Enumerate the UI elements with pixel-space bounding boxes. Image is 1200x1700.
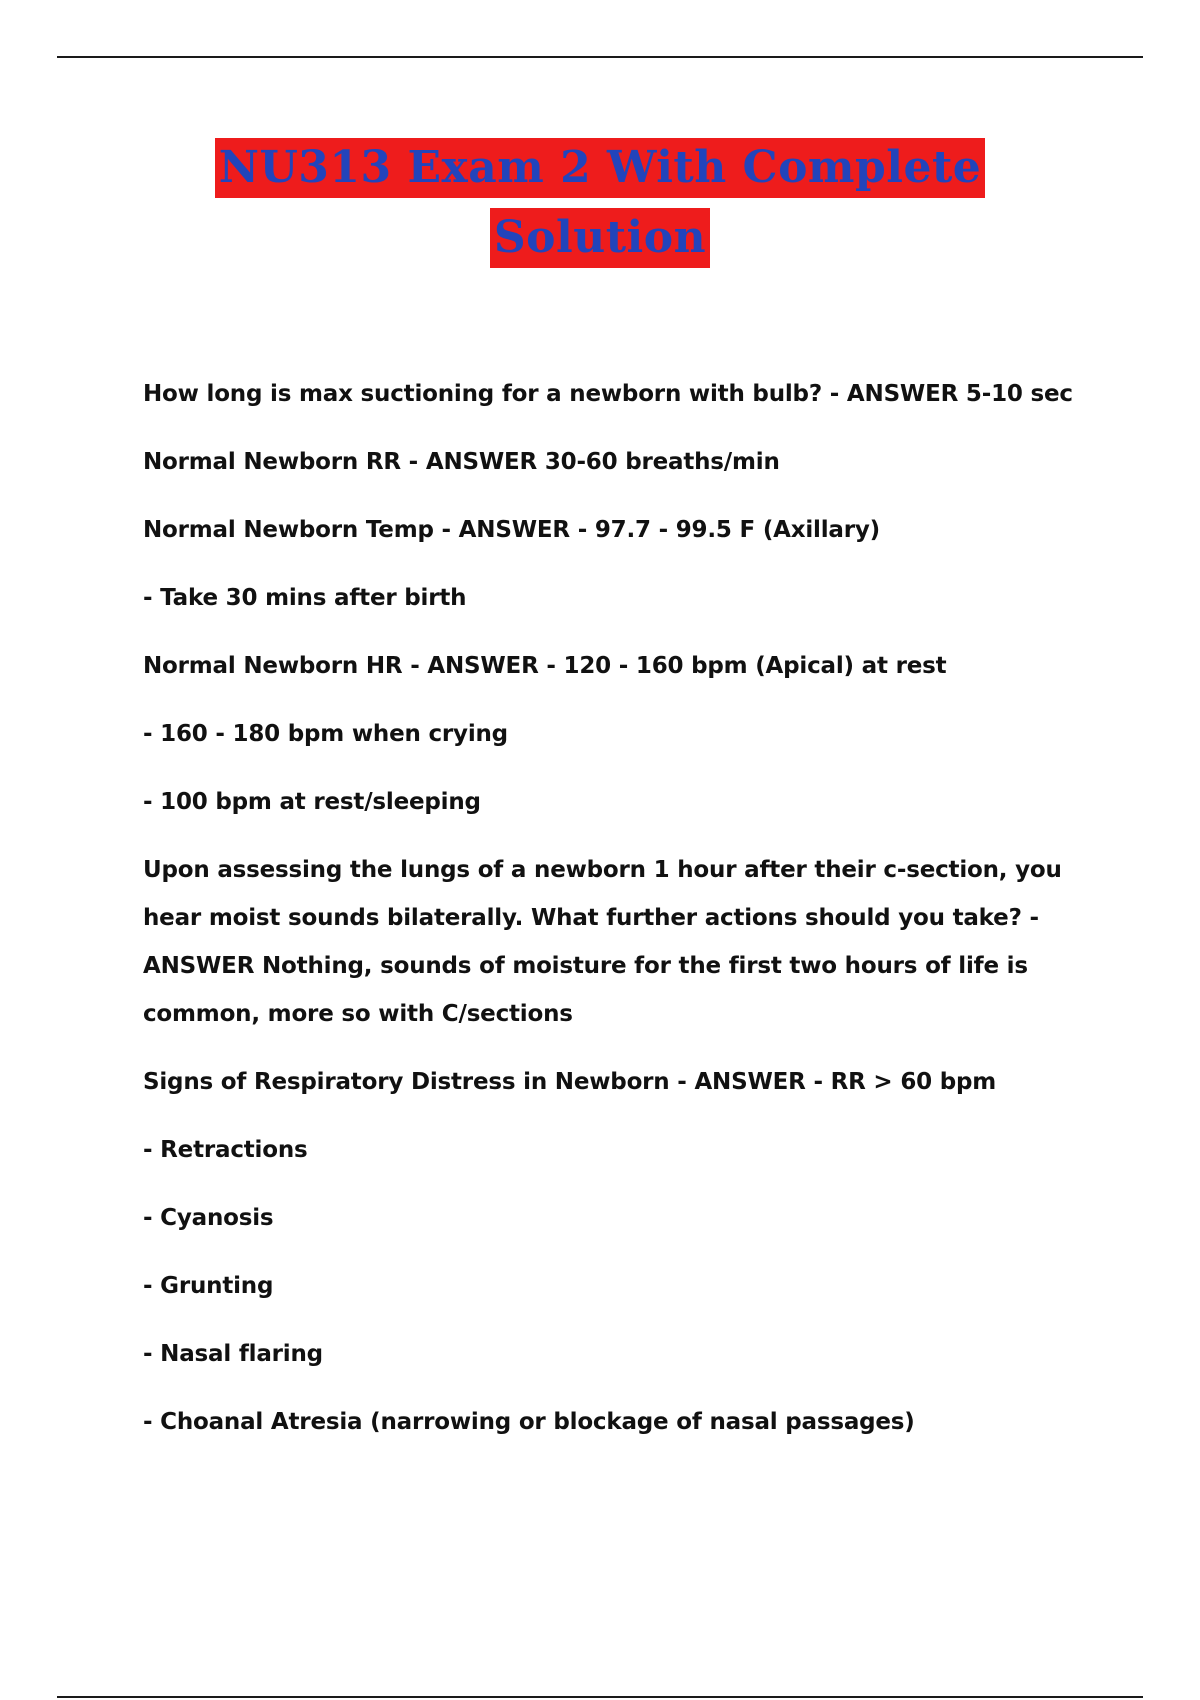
qa-entry: - Retractions — [143, 1137, 308, 1163]
qa-entry: - Grunting — [143, 1273, 274, 1299]
qa-entry: How long is max suctioning for a newborn with bulb? - ANSWER 5-10 sec — [143, 381, 1073, 407]
bottom-rule — [57, 1696, 1143, 1698]
qa-list — [143, 370, 1083, 1446]
title-line-1: NU313 Exam 2 With Complete — [215, 138, 986, 198]
qa-entry: - Nasal flaring — [143, 1341, 323, 1367]
qa-entry: Normal Newborn Temp - ANSWER - 97.7 - 99.5 F (Axillary) — [143, 517, 880, 543]
qa-entry: - Cyanosis — [143, 1205, 274, 1231]
qa-entry: Normal Newborn HR - ANSWER - 120 - 160 bpm (Apical) at rest — [143, 653, 947, 679]
qa-entry: - 160 - 180 bpm when crying — [143, 721, 508, 747]
top-rule — [57, 56, 1143, 58]
qa-entry: Upon assessing the lungs of a newborn 1 hour after their c-section, you hear moist sounds bilaterally. What further actions should you take? - ANSWER Nothing, sounds of moisture for the first two hours of life is common, more so with C/sections — [143, 857, 1062, 1027]
qa-entry: Signs of Respiratory Distress in Newborn - ANSWER - RR > 60 bpm — [143, 1069, 997, 1095]
title-line-2: Solution — [490, 208, 710, 268]
qa-entry: - 100 bpm at rest/sleeping — [143, 789, 481, 815]
qa-entry: - Take 30 mins after birth — [143, 585, 467, 611]
qa-entry: Normal Newborn RR - ANSWER 30-60 breaths/min — [143, 449, 780, 475]
document-title — [0, 138, 1200, 268]
qa-entry: - Choanal Atresia (narrowing or blockage of nasal passages) — [143, 1409, 915, 1435]
